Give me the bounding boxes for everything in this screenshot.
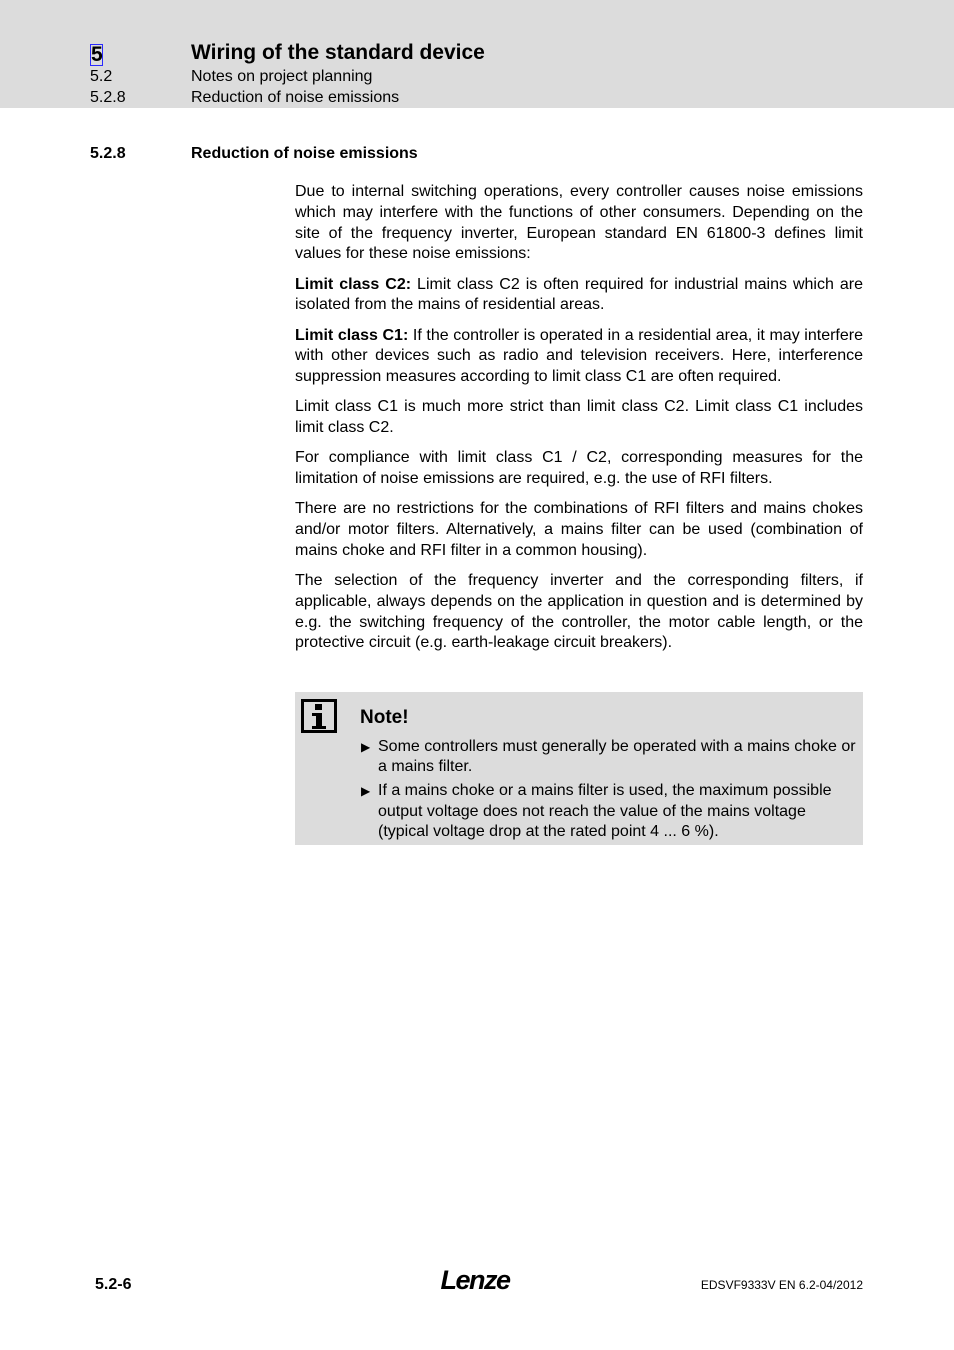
- note-title: Note!: [360, 707, 409, 728]
- list-item: [361, 737, 856, 777]
- paragraph: The selection of the frequency inverter and the corresponding filters, if applicable, always depends on the application in question and is determined by e.g. the switching frequency of the controller, the motor cable length, or the protective circuit (e.g. earth-leakage circuit breakers).: [295, 572, 863, 652]
- paragraph: [295, 326, 863, 388]
- term-label: Limit class C2:: [295, 275, 412, 293]
- note-item-text: Some controllers must generally be operated with a mains choke or a mains filter.: [378, 738, 856, 776]
- body-text: [295, 182, 863, 664]
- bullet-arrow-icon: ▶: [361, 784, 371, 799]
- paragraph: There are no restrictions for the combinations of RFI filters and mains chokes and/or motor filters. Alternatively, a mains filter can be used (combination of mains choke and RFI filter in a common housing).: [295, 500, 863, 559]
- section-number: 5.2.8: [90, 145, 126, 162]
- breadcrumb-number: 5.2: [90, 68, 113, 85]
- document-id: EDSVF9333V EN 6.2-04/2012: [700, 1278, 863, 1292]
- breadcrumb-text: Notes on project planning: [191, 68, 373, 85]
- term-text: Limit class C2 is often required for industrial mains which are isolated from the mains of residential areas.: [295, 275, 863, 314]
- lenze-logo: [435, 1262, 515, 1296]
- paragraph: [295, 275, 863, 317]
- bullet-arrow-icon: ▶: [361, 740, 371, 754]
- term-label: Limit class C1:: [295, 326, 409, 344]
- chapter-title: Wiring of the standard device: [191, 41, 485, 64]
- info-icon: [301, 699, 337, 733]
- chapter-number[interactable]: 5: [91, 43, 103, 66]
- paragraph: For compliance with limit class C1 / C2, corresponding measures for the limitation of noise emissions are required, e.g. the use of RFI filters.: [295, 449, 863, 488]
- logo-text: Lenze: [440, 1265, 510, 1295]
- note-box: [295, 692, 863, 845]
- term-text: If the controller is operated in a residential area, it may interfere with other devices such as radio and television receivers. Here, interference suppression measures according to limit class C1 are often required.: [295, 326, 864, 386]
- section-title: Reduction of noise emissions: [191, 145, 418, 162]
- note-item-text: If a mains choke or a mains filter is used, the maximum possible output voltage does not reach the value of the mains voltage (typical voltage drop at the rated point 4 ... 6 %).: [378, 782, 832, 840]
- paragraph: Due to internal switching operations, every controller causes noise emissions which may interfere with the functions of other consumers. Depending on the site of the frequency inverter, European standard EN 61800-3 defines limit values for these noise emissions:: [295, 183, 863, 263]
- note-list: [361, 737, 856, 846]
- paragraph: Limit class C1 is much more strict than limit class C2. Limit class C1 includes limit class C2.: [295, 398, 863, 437]
- list-item: [361, 781, 856, 842]
- breadcrumb-number: 5.2.8: [90, 89, 126, 106]
- page-number: 5.2-6: [95, 1276, 132, 1293]
- breadcrumb-text: Reduction of noise emissions: [191, 89, 400, 106]
